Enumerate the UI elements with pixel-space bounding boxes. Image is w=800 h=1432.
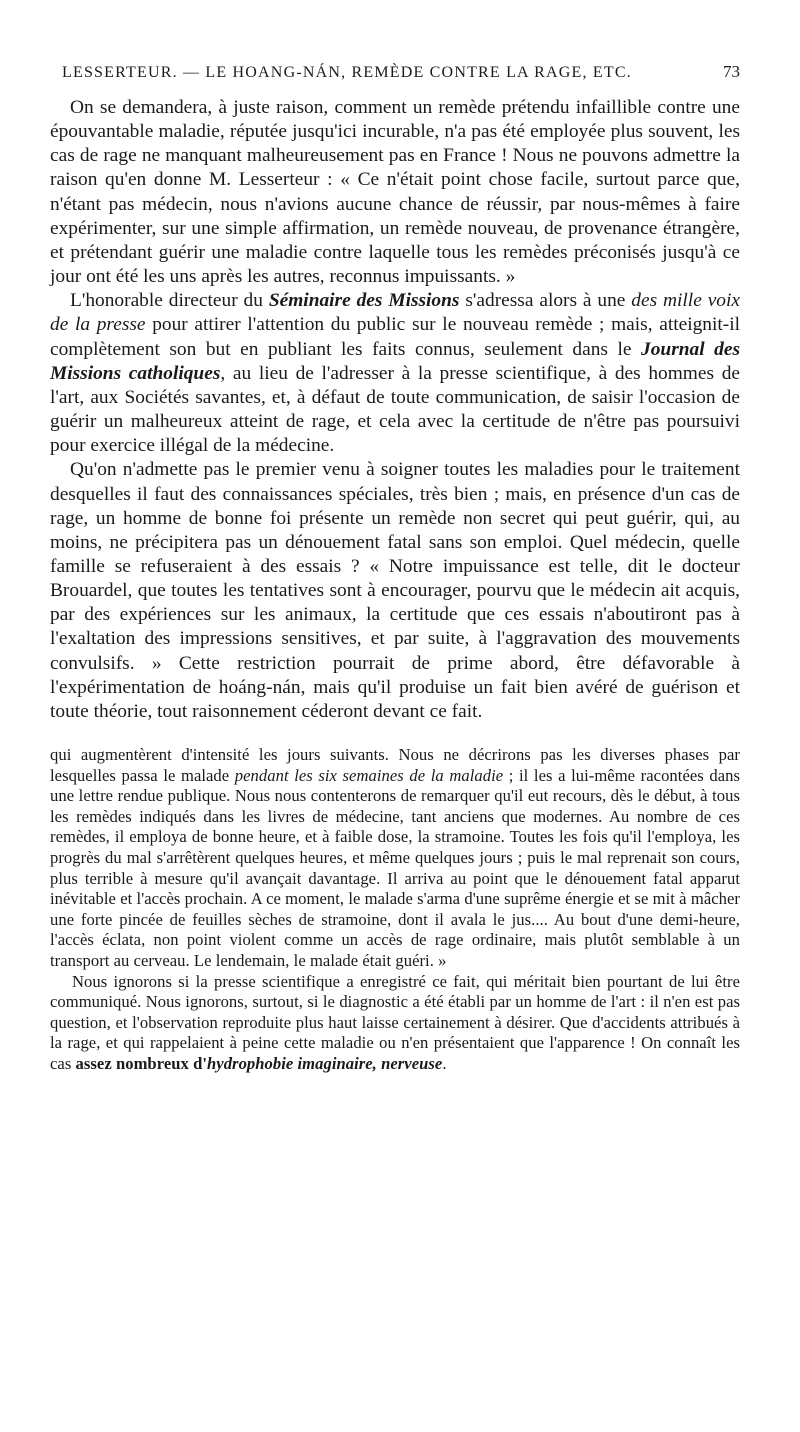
q2-bold: assez nombreux d' xyxy=(75,1053,208,1073)
q1-text-c: ; il les a lui-même racontées dans une lettre rendue publique. Nous nous contenterons de remarquer qu'il eut recours, dès le début, à tous les remèdes indiqués dans les livres de médecine, tant anciens que modernes. Au nombre de ces remèdes, il employa de bonne heure, et à faible dose, la stramoine. Toutes les fois qu'il l'employa, les progrès du mal s'arrêtèrent quelques heures, et même quelques jours ; puis le mal reprenait son cours, plus terrible à mesure qu'il avançait davantage. Il arriva au point que le dénouement fatal apparut inévitable et l'accès prochain. A ce moment, le malade s'arma d'une suprême énergie et se mit à mâcher une forte pincée de feuilles sèches de stramoine, dont il avala le jus.... Au bout d'une demi-heure, l'accès éclata, non point violent comme un accès de rage ordinaire, mais plutôt semblable à un transport au cerveau. Le lendemain, le malade était guéri. » xyxy=(50,765,740,970)
p2-title-seminaire: Séminaire des Missions xyxy=(268,290,460,312)
page-number: 73 xyxy=(723,62,740,81)
running-header xyxy=(62,62,740,86)
p2-text-c: s'adressa alors à une xyxy=(459,290,632,312)
p2-text-a: L'honorable directeur du xyxy=(70,290,269,312)
page-body xyxy=(50,96,740,1075)
quote-paragraph-2 xyxy=(50,972,740,1075)
p2-text-g: , au lieu de l'adresser à la presse scientifique, à des hommes de l'art, aux Sociétés savantes, et, à défaut de toute communication, de saisir l'occasion de guérir un malheureux atteint de rage, et cela avec la certitude de n'être pas poursuivi pour exercice illégal de la médecine. xyxy=(50,362,740,457)
paragraph-3: Qu'on n'admette pas le premier venu à soigner toutes les maladies pour le traitement desquelles il faut des connaissances spéciales, très bien ; mais, en présence d'un cas de rage, un homme de bonne foi présente un remède non secret qui peut guérir, qui, au moins, ne précipitera pas un dénouement fatal sans son emploi. Quel médecin, quelle famille se refuseraient à des essais ? « Notre impuissance est telle, dit le docteur Brouardel, que toutes les tentatives sont à encourager, pourvu que le médecin ait acquis, par des expériences sur les animaux, la certitude que ces essais n'aboutiront pas à l'exaltation des impressions sensitives, et par suite, à l'aggravation des mouvements convulsifs. » Cette restriction pourrait de prime abord, être défavorable à l'expérimentation de hoáng-nán, mais qu'il produise un fait bien avéré de guérison et toute théorie, tout raisonnement céderont devant ce fait. xyxy=(50,459,740,722)
main-text xyxy=(50,96,740,724)
running-title: LESSERTEUR. — LE HOANG-NÁN, REMÈDE CONTRE LA RAGE, ETC. xyxy=(62,64,632,81)
p2-italic-presse: des mille voix de la presse xyxy=(50,290,740,336)
q2-text-a: Nous ignorons si la presse scientifique a enregistré ce fait, qui méritait bien pourtant de lui être communiqué. Nous ignorons, surtout, si le diagnostic a été établi par un homme de l'art : il n'en est pas question, et l'observation reproduite plus haut laisse certainement à désirer. Que d'accidents attribués à la rage, et qui rappelaient à peine cette maladie ou n'en présentaient que l'apparence ! On connaît les cas xyxy=(50,971,740,1073)
q1-text-a: qui augmentèrent d'intensité les jours suivants. Nous ne décrirons pas les diverses phases par lesquelles passa le malade xyxy=(50,745,740,785)
q2-text-d: . xyxy=(442,1053,447,1073)
p2-text-e: pour attirer l'attention du public sur le nouveau remède ; mais, atteignit-il complètement son but en publiant les faits connus, seulement dans le xyxy=(50,314,740,360)
q1-italic: pendant les six semaines de la maladie xyxy=(234,765,504,785)
q2-italic: hydrophobie imaginaire, nerveuse xyxy=(207,1053,443,1073)
small-text xyxy=(50,745,740,1075)
quote-paragraph-1 xyxy=(50,745,740,972)
paragraph-1: On se demandera, à juste raison, comment un remède prétendu infaillible contre une épouvantable maladie, réputée jusqu'ici incurable, n'a pas été employée plus souvent, les cas de rage ne manquant malheureusement pas en France ! Nous ne pouvons admettre la raison qu'en donne M. Lesserteur : « Ce n'était point chose facile, surtout parce que, n'étant pas médecin, nous n'avions aucune chance de réussir, par nous-mêmes à faire expérimenter, sur une simple affirmation, un remède nouveau, de provenance étrangère, et prétendant guérir une maladie contre laquelle tous les remèdes préconisés jusqu'à ce jour ont été les uns après les autres, reconnus impuissants. » xyxy=(50,97,740,288)
paragraph-2 xyxy=(50,289,740,458)
p2-title-journal: Journal des Missions catholiques xyxy=(50,338,740,384)
